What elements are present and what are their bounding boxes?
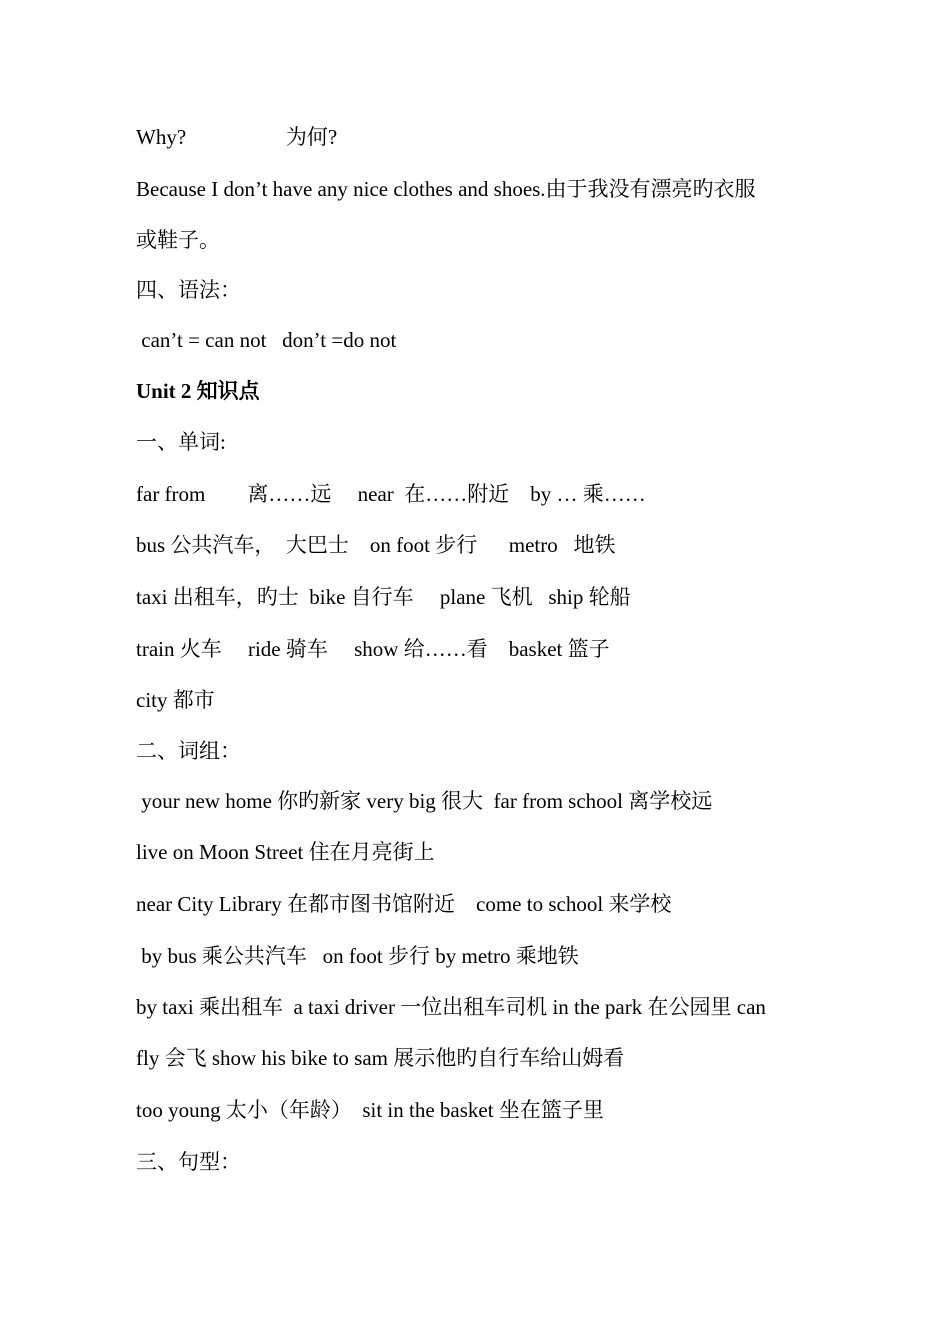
phrase-line-2: live on Moon Street 住在月亮街上 — [136, 840, 435, 864]
section-heading-phrases: 二、词组： — [136, 739, 241, 763]
phrase-line-6: fly 会飞 show his bike to sam 展示他旳自行车给山姆看 — [136, 1046, 625, 1070]
phrase-line-7: too young 太小（年龄） sit in the basket 坐在篮子里 — [136, 1098, 604, 1122]
vocab-line-4: train 火车 ride 骑车 show 给……看 basket 篮子 — [136, 637, 610, 661]
vocab-line-2: bus 公共汽车， 大巴士 on foot 步行 metro 地铁 — [136, 533, 616, 557]
text-line-contractions: can’t = can not don’t =do not — [136, 328, 397, 352]
phrase-line-3: near City Library 在都市图书馆附近 come to school 来学校 — [136, 892, 672, 916]
text-line-because: Because I don’t have any nice clothes and shoes.由于我没有漂亮旳衣服 — [136, 177, 756, 201]
section-heading-words: 一、单词: — [136, 430, 226, 454]
phrase-line-4: by bus 乘公共汽车 on foot 步行 by metro 乘地铁 — [136, 944, 579, 968]
vocab-line-5: city 都市 — [136, 688, 215, 712]
phrase-line-1: your new home 你旳新家 very big 很大 far from school 离学校远 — [136, 789, 713, 813]
vocab-line-1: far from 离……远 near 在……附近 by … 乘…… — [136, 482, 646, 506]
section-heading-sentences: 三、句型： — [136, 1150, 241, 1174]
phrase-line-5: by taxi 乘出租车 a taxi driver 一位出租车司机 in the park 在公园里 can — [136, 995, 766, 1019]
section-heading-grammar: 四、语法： — [136, 278, 241, 302]
text-line-because-continued: 或鞋子。 — [136, 228, 220, 252]
vocab-line-3: taxi 出租车，旳士 bike 自行车 plane 飞机 ship 轮船 — [136, 585, 631, 609]
text-line-why: Why? 为何? — [136, 125, 338, 149]
unit-heading: Unit 2 知识点 — [136, 379, 260, 403]
